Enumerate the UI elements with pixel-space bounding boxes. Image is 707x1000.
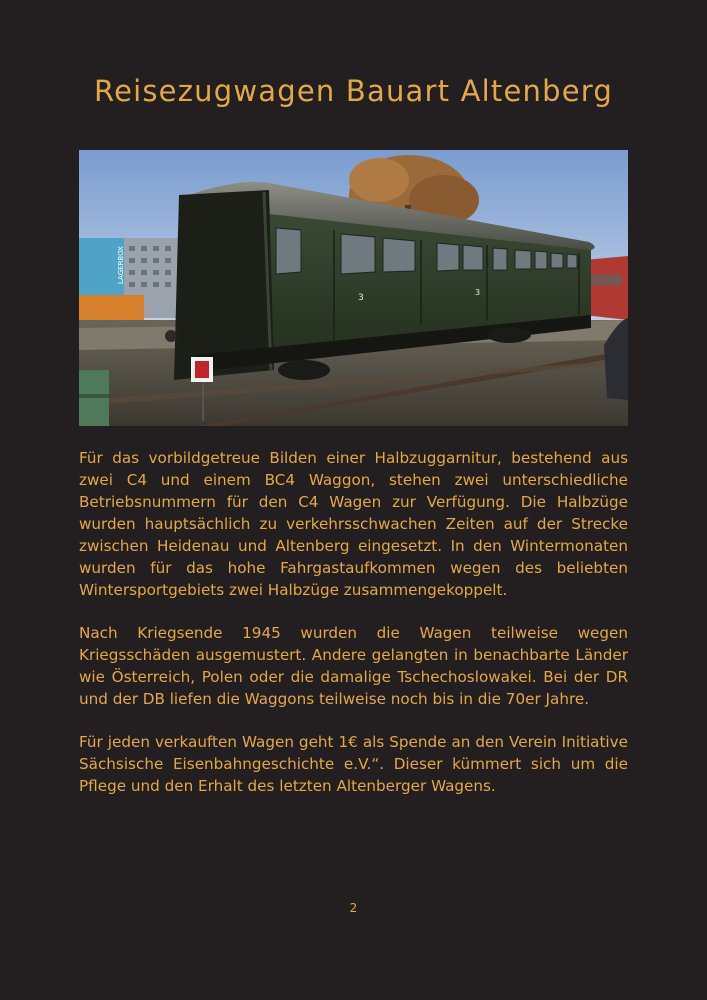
building-sign: LAGERBOX <box>117 246 125 284</box>
page-number: 2 <box>349 901 358 915</box>
paragraph: Für das vorbildgetreue Bilden einer Halbzuggarnitur, bestehend aus zwei C4 und einem BC4 Waggon, stehen zwei unterschiedliche Betriebsnummern für den C4 Wagen zur Verfügung. Die Halbzüge wurden hauptsächlich zu verkehrsschwachen Zeiten auf der Strecke zwischen Heidenau und Altenberg eingesetzt. In den Wintermonaten wurden für das hohe Fahrgastaufkommen wegen des beliebten Wintersportgebiets zwei Halbzüge zusammengekoppelt. <box>79 449 628 599</box>
body-text <box>79 447 628 818</box>
car-class-number: 3 <box>475 288 481 297</box>
railway-carriage-photo <box>79 150 628 426</box>
paragraph: Für jeden verkauften Wagen geht 1€ als Spende an den Verein Initiative Sächsische Eisenbahngeschichte e.V.“. Dieser kümmert sich um die Pflege und den Erhalt des letzten Altenberger Wagens. <box>79 733 628 795</box>
page-title: Reisezugwagen Bauart Altenberg <box>94 74 613 108</box>
paragraph: Nach Kriegsende 1945 wurden die Wagen teilweise wegen Kriegsschäden ausgemustert. Andere gelangten in benachbarte Länder wie Österreich, Polen oder die damalige Tschechoslowakei. Bei der DR und der DB liefen die Waggons teilweise noch bis in die 70er Jahre. <box>79 624 628 708</box>
car-class-number: 3 <box>358 293 364 303</box>
building <box>79 238 184 320</box>
